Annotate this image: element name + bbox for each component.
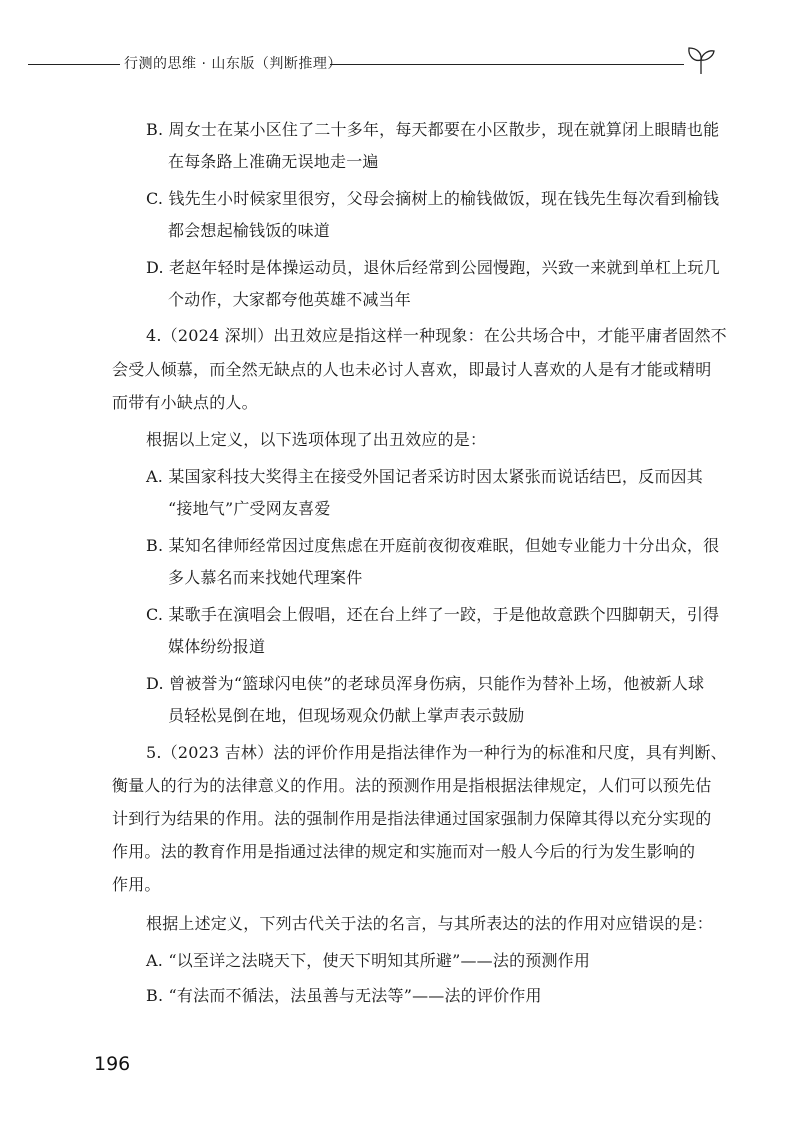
sprout-icon <box>684 42 718 76</box>
question-prompt: 根据上述定义，下列古代关于法的名言，与其所表达的法的作用对应错误的是： <box>146 914 714 933</box>
option-line: D. 老赵年轻时是体操运动员，退休后经常到公园慢跑，兴致一来就到单杠上玩几 <box>146 258 720 277</box>
question-text: 计到行为结果的作用。法的强制作用是指法律通过国家强制力保障其得以充分实现的 <box>112 809 712 828</box>
header-rule-right <box>330 64 684 65</box>
question-text: 作用。 <box>112 875 161 894</box>
question-text: 会受人倾慕，而全然无缺点的人也未必讨人喜欢，即最讨人喜欢的人是有才能或精明 <box>112 360 712 379</box>
option-line: A. 某国家科技大奖得主在接受外国记者采访时因太紧张而说话结巴，反而因其 <box>146 467 703 486</box>
header-title: 行测的思维 · 山东版（判断推理） <box>124 56 342 72</box>
option-line: 都会想起榆钱饭的味道 <box>168 221 331 240</box>
option-line: C. 钱先生小时候家里很穷，父母会摘树上的榆钱做饭，现在钱先生每次看到榆钱 <box>146 189 720 208</box>
option-line: C. 某歌手在演唱会上假唱，还在台上绊了一跤，于是他故意跌个四脚朝天，引得 <box>146 605 720 624</box>
question-text: 作用。法的教育作用是指通过法律的规定和实施而对一般人今后的行为发生影响的 <box>112 842 696 861</box>
header-rule-left <box>28 64 120 65</box>
page-number: 196 <box>94 1053 131 1075</box>
question-text: 4.（2024 深圳）出丑效应是指这样一种现象：在公共场合中，才能平庸者固然不 <box>146 326 727 345</box>
running-header <box>0 44 800 84</box>
option-line: 个动作，大家都夸他英雄不减当年 <box>168 290 412 309</box>
option-line: 多人慕名而来找她代理案件 <box>168 568 363 587</box>
option-line: B. 某知名律师经常因过度焦虑在开庭前夜彻夜难眠，但她专业能力十分出众，很 <box>146 536 720 555</box>
option-line: 媒体纷纷报道 <box>168 637 266 656</box>
option-line: 员轻松晃倒在地，但现场观众仍献上掌声表示鼓励 <box>168 706 525 725</box>
option-line: A. “以至详之法晓天下，使天下明知其所避”——法的预测作用 <box>146 951 591 970</box>
question-text: 5.（2023 吉林）法的评价作用是指法律作为一种行为的标准和尺度，具有判断、 <box>146 743 727 762</box>
question-prompt: 根据以上定义，以下选项体现了出丑效应的是： <box>146 430 487 449</box>
question-text: 衡量人的行为的法律意义的作用。法的预测作用是指根据法律规定，人们可以预先估 <box>112 776 712 795</box>
option-line: 在每条路上准确无误地走一遍 <box>168 152 379 171</box>
question-text: 而带有小缺点的人。 <box>112 393 258 412</box>
option-line: B. “有法而不循法，法虽善与无法等”——法的评价作用 <box>146 986 542 1005</box>
option-line: “接地气”广受网友喜爱 <box>168 499 331 518</box>
option-line: D. 曾被誉为“篮球闪电侠”的老球员浑身伤病，只能作为替补上场，他被新人球 <box>146 674 705 693</box>
option-line: B. 周女士在某小区住了二十多年，每天都要在小区散步，现在就算闭上眼睛也能 <box>146 120 720 139</box>
